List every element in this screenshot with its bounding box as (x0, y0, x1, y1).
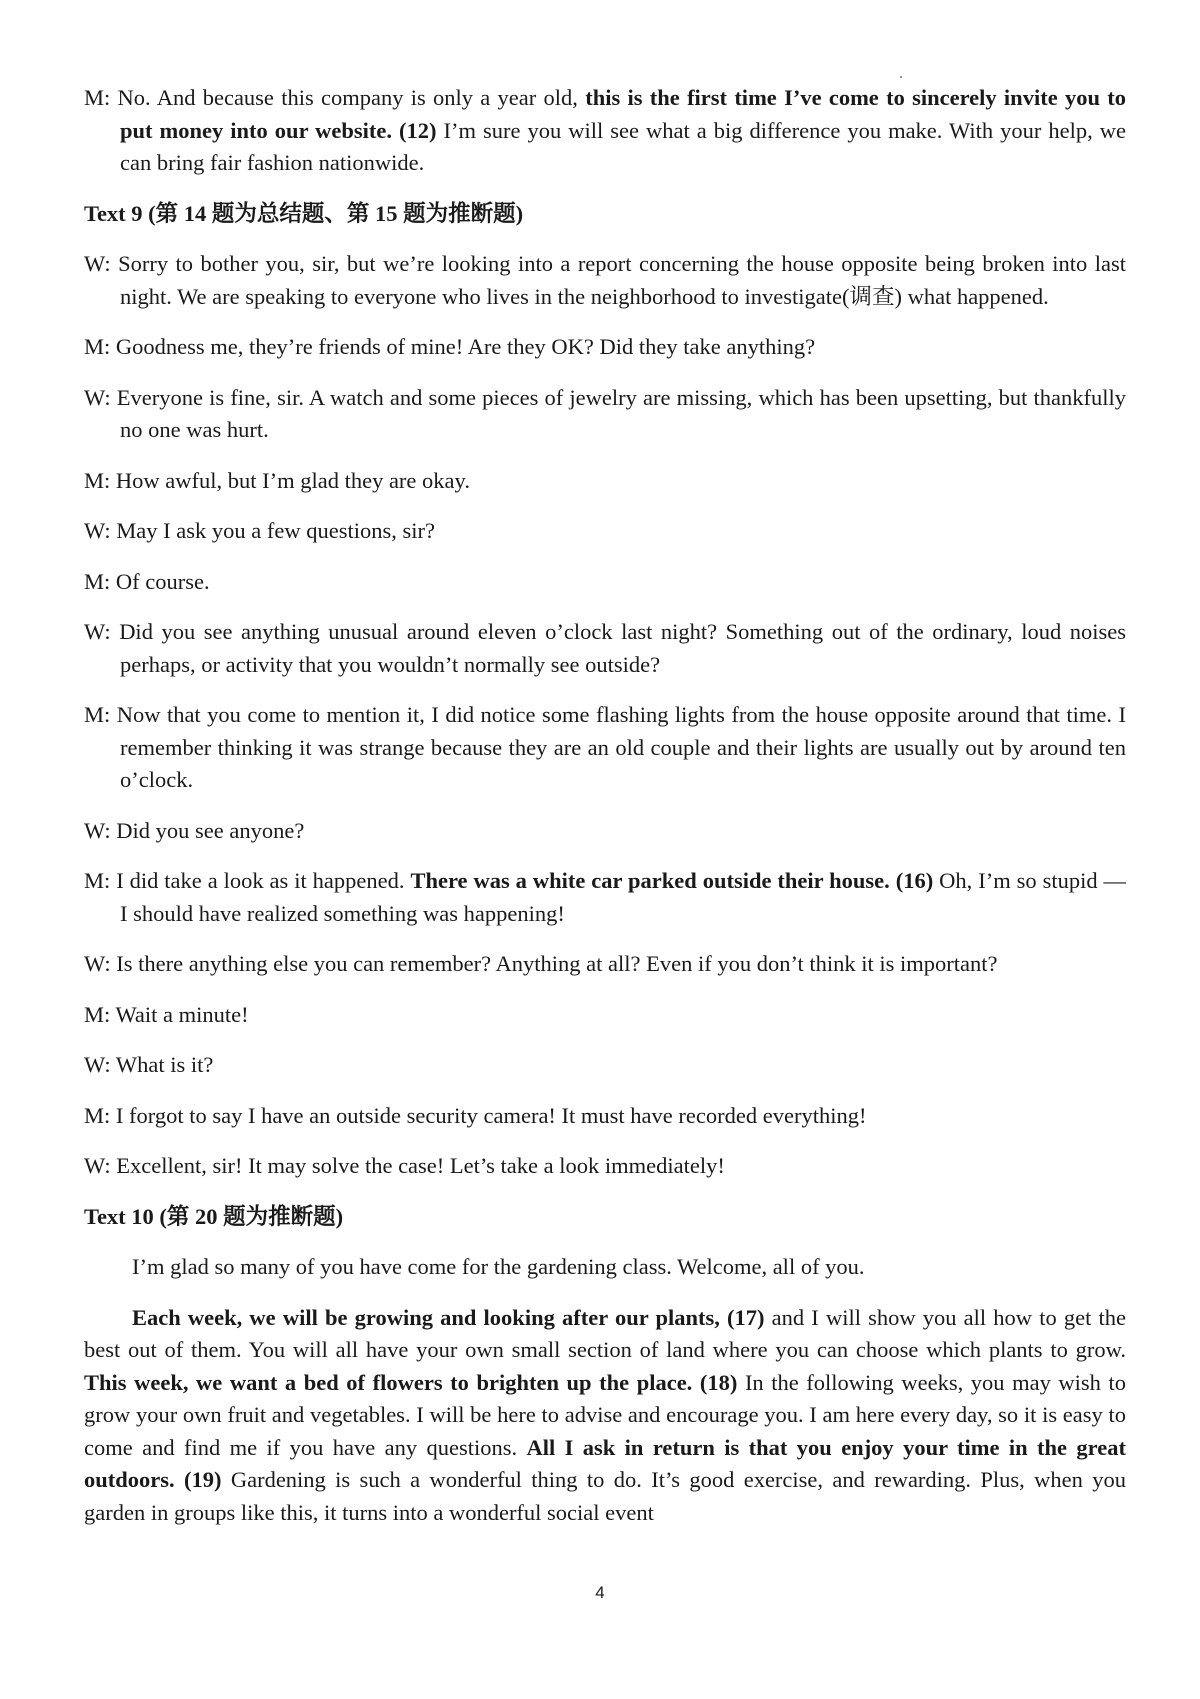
key-sentence: There was a white car parked outside their house. (16) (410, 868, 934, 893)
text-run: Gardening is such a wonderful thing to do. It’s good exercise, and rewarding. Plus, when you garden in groups like this, it turns into a wonderful social event (84, 1467, 1127, 1525)
text-run: M: Of course. (84, 568, 210, 594)
text-run: M: No. And because this company is only a year old, (84, 85, 586, 110)
key-sentence: this is the first time I’ve come to sincerely invite you to put money into our website. (12) (120, 85, 1126, 143)
text-run: and I will show you all how to get the best out of them. You will all have your own small section of land where you can choose which plants to grow. (84, 1304, 1126, 1362)
key-sentence: Text 9 (第 14 题为总结题、第 15 题为推断题) (84, 200, 524, 226)
section-heading (84, 1201, 1126, 1234)
dialogue-line (84, 1049, 1126, 1082)
text-run: I’m glad so many of you have come for the gardening class. Welcome, all of you. (132, 1254, 865, 1279)
text-run: I’m sure you will see what a big difference you make. With your help, we can bring fair fashion nationwide. (120, 117, 1126, 175)
text-run: M: I forgot to say I have an outside security camera! It must have recorded everything! (84, 1102, 867, 1128)
dialogue-line (84, 815, 1126, 848)
monologue-paragraph (84, 1251, 1126, 1284)
dialogue-line (84, 616, 1126, 681)
key-sentence: Each week, we will be growing and looking after our plants, (17) (132, 1304, 765, 1330)
text-run: M: Goodness me, they’re friends of mine! Are they OK? Did they take anything? (84, 334, 816, 359)
text-run: M: How awful, but I’m glad they are okay. (84, 467, 470, 493)
key-sentence: Text 10 (第 20 题为推断题) (84, 1203, 344, 1229)
section-heading (84, 198, 1126, 231)
dialogue-line (84, 331, 1126, 364)
text-run: In the following weeks, you may wish to grow your own fruit and vegetables. I will be here to advise and encourage you. I am here every day, so it is easy to come and find me if you have any questions. (84, 1369, 1126, 1460)
text-run: W: Sorry to bother you, sir, but we’re looking into a report concerning the house opposite being broken into last night. We are speaking to everyone who lives in the neighborhood to investigate(调查) what happened. (84, 251, 1126, 309)
text-run: W: What is it? (84, 1052, 214, 1077)
dialogue-line (84, 999, 1126, 1032)
document-page (84, 82, 1126, 1547)
text-run: W: May I ask you a few questions, sir? (84, 518, 435, 543)
text-run: M: I did take a look as it happened. (84, 868, 411, 893)
dialogue-line (84, 465, 1126, 498)
text-run: W: Is there anything else you can remember? Anything at all? Even if you don’t think it is important? (84, 951, 998, 976)
text-run: M: Wait a minute! (84, 1001, 249, 1027)
dialogue-line (84, 1150, 1126, 1183)
text-run: W: Did you see anything unusual around eleven o’clock last night? Something out of the ordinary, loud noises perhaps, or activity that you wouldn’t normally see outside? (84, 619, 1126, 677)
text-run: W: Everyone is fine, sir. A watch and some pieces of jewelry are missing, which has been upsetting, but thankfully no one was hurt. (84, 384, 1126, 442)
dialogue-line (84, 1100, 1126, 1133)
dialogue-line (84, 566, 1126, 599)
text-run: W: Excellent, sir! It may solve the case! Let’s take a look immediately! (84, 1153, 725, 1178)
text-run: Oh, I’m so stupid — I should have realized something was happening! (120, 868, 1127, 926)
key-sentence: This week, we want a bed of flowers to brighten up the place. (18) (84, 1369, 738, 1395)
key-sentence: All I ask in return is that you enjoy your time in the great outdoors. (19) (84, 1434, 1126, 1492)
dialogue-line (84, 515, 1126, 548)
dialogue-line (84, 699, 1126, 797)
text-run: M: Now that you come to mention it, I did notice some flashing lights from the house opposite around that time. I remember thinking it was strange because they are an old couple and their lights are usually out by around ten o’clock. (84, 702, 1126, 792)
dialogue-line (84, 865, 1126, 930)
dialogue-line (84, 382, 1126, 447)
text-run: W: Did you see anyone? (84, 817, 305, 843)
monologue-paragraph (84, 1302, 1126, 1530)
page-number: 4 (595, 1583, 605, 1602)
dialogue-line (84, 82, 1126, 180)
dialogue-line (84, 248, 1126, 313)
dialogue-line (84, 948, 1126, 981)
scan-dot (900, 76, 902, 78)
